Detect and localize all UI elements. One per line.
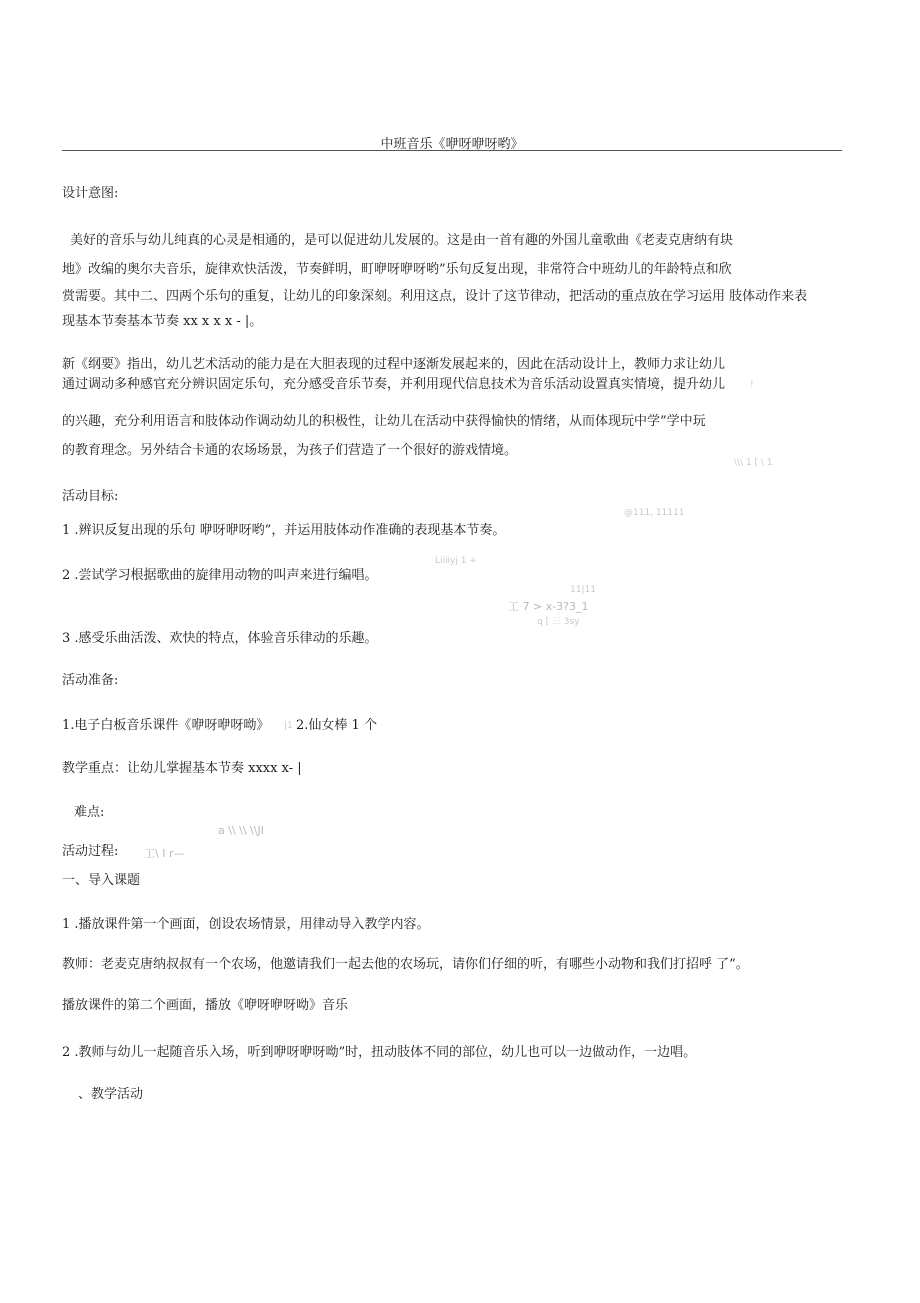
stray-mark: \\\ 1 [ \ 1 [734,458,773,468]
document-title: 中班音乐《咿呀咿呀哟》 [380,137,524,152]
section-teaching: 、教学活动 [78,1087,144,1102]
teaching-difficulty: 难点: [74,805,105,820]
section-intro: 一、导入课题 [62,873,141,888]
paragraph-line: 美好的音乐与幼儿纯真的心灵是相通的，是可以促进幼儿发展的。这是由一首有趣的外国儿童歌曲《老麦克唐纳有块 [70,233,734,248]
stray-mark: ! [750,380,754,390]
paragraph-line: 现基本节奏基本节奏 xx x x x - |。 [62,314,263,329]
objective-item: 2 .尝试学习根据歌曲的旋律用动物的叫声来进行编唱。 [62,568,378,583]
preparation-item: 1.电子白板音乐课件《咿呀咿呀呦》 [62,718,270,733]
paragraph-line: 新《纲要》指出，幼儿艺术活动的能力是在大胆表现的过程中逐渐发展起来的，因此在活动设计上，教师力求让幼儿 [62,357,726,372]
stray-mark: q [ 三 3sy [537,617,580,627]
process-item: 播放课件的第二个画面，播放《咿呀咿呀呦》音乐 [62,998,349,1013]
title-rule [62,150,842,151]
stray-mark: 工\ I r— [144,847,185,860]
paragraph-line: 赏需要。其中二、四两个乐句的重复，让幼儿的印象深刻。利用这点，设计了这节律动，把活动的重点放在学习运用 肢体动作来表 [62,289,808,304]
stray-mark: 工 7 > x-3?3_1 [508,600,589,613]
objective-item: 1 .辨识反复出现的乐句 咿呀咿呀哟”，并运用肢体动作准确的表现基本节奏。 [62,523,506,538]
stray-mark: |1 [284,721,293,731]
heading-design-intent: 设计意图: [62,186,119,201]
heading-objectives: 活动目标: [62,489,119,504]
paragraph-line: 通过调动多种感官充分辨识固定乐句，充分感受音乐节奏，并利用现代信息技术为音乐活动设置真实情境，提升幼儿 [62,377,726,392]
stray-mark: 11|11 [570,585,596,595]
process-item: 2 .教师与幼儿一起随音乐入场，听到咿呀咿呀呦”时，扭动肢体不同的部位，幼儿也可以一边做动作，一边唱。 [62,1045,697,1060]
paragraph-line: 的兴趣，充分利用语言和肢体动作调动幼儿的积极性，让幼儿在活动中获得愉快的情绪，从而体现玩中学”学中玩 [62,414,706,429]
stray-mark: a \\ \\ \\JI [218,824,264,837]
heading-preparation: 活动准备: [62,673,119,688]
process-item: 教师：老麦克唐纳叔叔有一个农场，他邀请我们一起去他的农场玩，请你们仔细的听，有哪些小动物和我们打招呼 了”。 [62,957,749,972]
stray-mark: Liiiiyj 1 + [435,556,477,566]
heading-process: 活动过程: [62,844,119,859]
objective-item: 3 .感受乐曲活泼、欢快的特点，体验音乐律动的乐趣。 [62,631,378,646]
process-item: 1 .播放课件第一个画面，创设农场情景，用律动导入教学内容。 [62,917,430,932]
teaching-focus: 教学重点：让幼儿掌握基本节奏 xxxx x- | [62,761,302,776]
paragraph-line: 地》改编的奥尔夫音乐，旋律欢快活泼，节奏鲜明，町咿呀咿呀哟”乐句反复出现，非常符合中班幼儿的年龄特点和欣 [62,262,732,277]
stray-mark: @111, 11111 [624,508,685,518]
paragraph-line: 的教育理念。另外结合卡通的农场场景，为孩子们营造了一个很好的游戏情境。 [62,443,518,458]
preparation-item: 2.仙女棒 1 个 [296,718,377,733]
